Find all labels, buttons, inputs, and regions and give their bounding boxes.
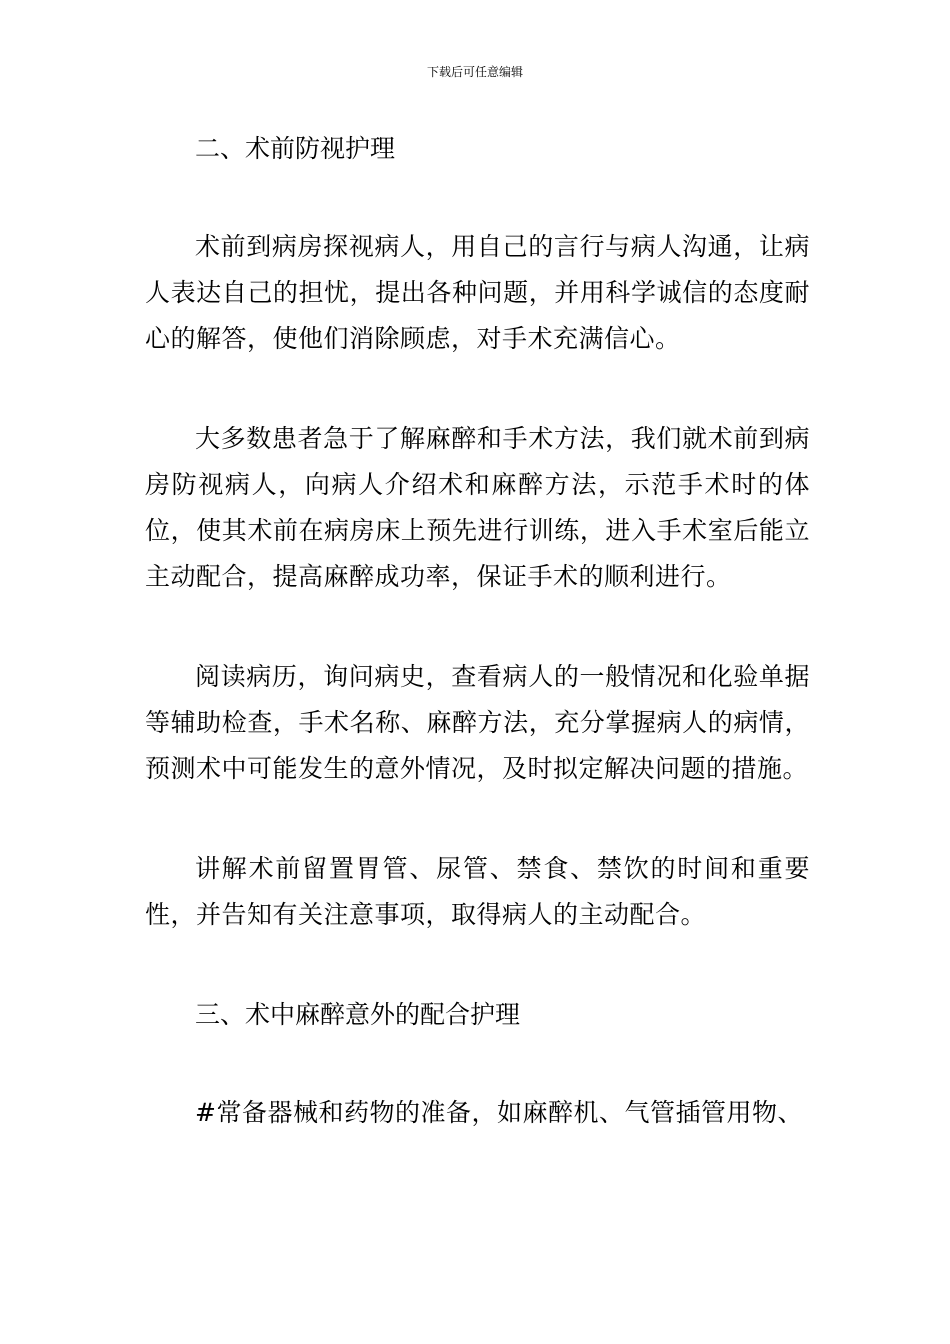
spacer <box>145 362 810 416</box>
paragraph-visit: 术前到病房探视病人，用自己的言行与病人沟通，让病人表达自己的担忧，提出各种问题，并用科学诚信的态度耐心的解答，使他们消除顾虑，对手术充满信心。 <box>145 232 810 353</box>
spacer <box>145 938 810 992</box>
spacer <box>145 792 810 846</box>
section-heading-2: 二、术前防视护理 <box>195 134 396 163</box>
document-body <box>145 126 810 1136</box>
spacer <box>145 1038 810 1090</box>
paragraph-preop-instructions: 讲解术前留置胃管、尿管、禁食、禁饮的时间和重要性，并告知有关注意事项，取得病人的主动配合。 <box>145 854 810 929</box>
paragraph-read-records: 阅读病历，询问病史，查看病人的一般情况和化验单据等辅助检查，手术名称、麻醉方法，充分掌握病人的病情，预测术中可能发生的意外情况，及时拟定解决问题的措施。 <box>145 662 810 783</box>
section-heading-3: 三、术中麻醉意外的配合护理 <box>195 1000 521 1029</box>
spacer <box>145 172 810 224</box>
page-header-note: 下载后可任意编辑 <box>426 65 523 79</box>
paragraph-explain-methods: 大多数患者急于了解麻醉和手术方法，我们就术前到病房防视病人，向病人介绍术和麻醉方法，示范手术时的体位，使其术前在病房床上预先进行训练，进入手术室后能立主动配合，提高麻醉成功率，保证手术的顺利进行。 <box>145 424 810 591</box>
spacer <box>145 600 810 654</box>
paragraph-equipment: #常备器械和药物的准备，如麻醉机、气管插管用物、 <box>195 1098 803 1127</box>
